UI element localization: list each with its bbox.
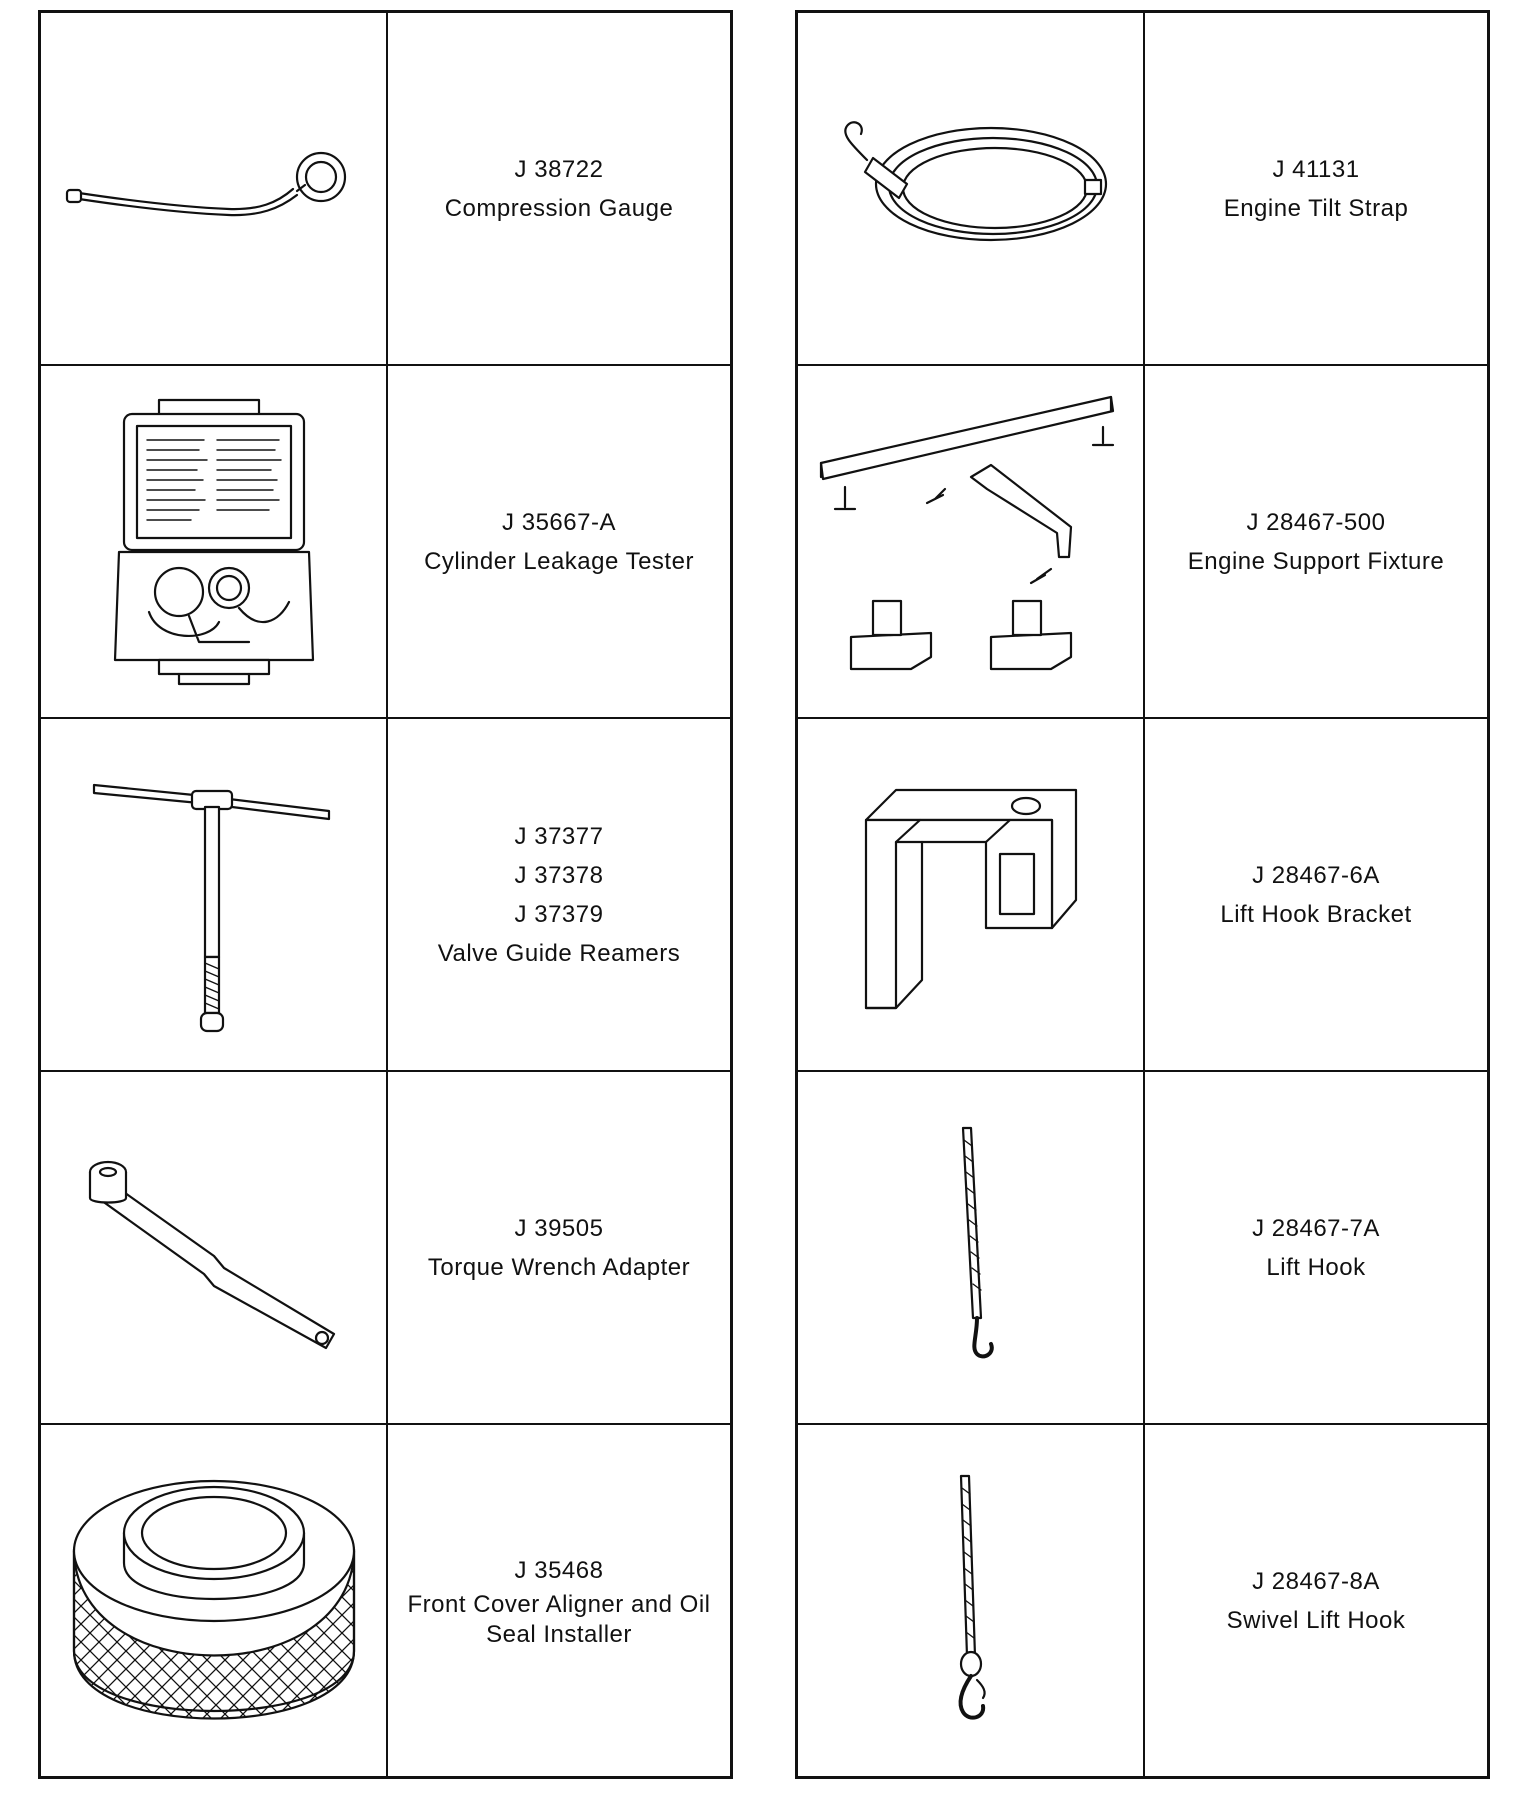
- tool-name: Swivel Lift Hook: [1226, 1606, 1406, 1634]
- tool-illustration-cell: [797, 718, 1145, 1071]
- tool-label-cell: [387, 718, 732, 1071]
- tool-part-number: J 37377: [514, 822, 604, 850]
- tool-row: [40, 1071, 732, 1424]
- tool-illustration-cell: [40, 1071, 388, 1424]
- tool-part-number: J 39505: [514, 1214, 604, 1242]
- tool-illustration-cell: [797, 1424, 1145, 1778]
- tool-row: [797, 718, 1489, 1071]
- lift-hook-bracket-icon: [826, 760, 1116, 1030]
- tool-part-number: J 37378: [514, 861, 604, 889]
- tool-name: Engine Tilt Strap: [1223, 194, 1409, 222]
- tool-illustration-cell: [797, 1071, 1145, 1424]
- tool-row: [40, 718, 732, 1071]
- tool-name: Torque Wrench Adapter: [427, 1253, 691, 1281]
- tool-illustration-cell: [797, 365, 1145, 718]
- tool-name: Valve Guide Reamers: [437, 939, 681, 967]
- tool-name: Engine Support Fixture: [1187, 547, 1445, 575]
- cylinder-leakage-tester-icon: [99, 392, 329, 692]
- front-cover-aligner-icon: [54, 1471, 374, 1731]
- tool-label-cell: [387, 1071, 732, 1424]
- tool-part-number: J 28467-7A: [1252, 1214, 1380, 1242]
- special-tools-table-left: [38, 10, 733, 1779]
- tool-illustration-cell: [797, 12, 1145, 366]
- tool-row: [797, 1071, 1489, 1424]
- tool-part-number: J 28467-8A: [1252, 1567, 1380, 1595]
- tool-label-cell: [1144, 1071, 1489, 1424]
- tool-name: Lift Hook Bracket: [1220, 900, 1412, 928]
- tool-label-cell: [387, 1424, 732, 1778]
- tool-row: [797, 365, 1489, 718]
- tool-row: [40, 1424, 732, 1778]
- tool-part-number: J 41131: [1272, 155, 1360, 183]
- tool-row: [40, 12, 732, 366]
- tool-label-cell: [387, 365, 732, 718]
- tool-row: [797, 12, 1489, 366]
- tool-illustration-cell: [40, 718, 388, 1071]
- tool-label-cell: [1144, 365, 1489, 718]
- tool-part-number: J 28467-500: [1246, 508, 1386, 536]
- tool-row: [797, 1424, 1489, 1778]
- valve-guide-reamer-icon: [74, 745, 354, 1045]
- tool-illustration-cell: [40, 365, 388, 718]
- tool-name-continued: Seal Installer: [486, 1621, 632, 1648]
- engine-tilt-strap-icon: [811, 104, 1131, 274]
- tool-label-cell: [1144, 12, 1489, 366]
- tool-part-number: J 37379: [514, 900, 604, 928]
- tool-part-number: J 38722: [514, 155, 604, 183]
- tool-label-cell: [387, 12, 732, 366]
- tool-label-cell: [1144, 718, 1489, 1071]
- tool-name: Cylinder Leakage Tester: [424, 547, 694, 575]
- engine-support-fixture-icon: [811, 387, 1131, 697]
- tool-name: Front Cover Aligner and Oil: [407, 1591, 711, 1618]
- tool-label-cell: [1144, 1424, 1489, 1778]
- torque-wrench-adapter-icon: [64, 1138, 364, 1358]
- tool-part-number: J 35468: [514, 1557, 604, 1584]
- lift-hook-icon: [931, 1118, 1011, 1378]
- special-tools-table-right: [795, 10, 1490, 1779]
- tool-part-number: J 35667-A: [502, 508, 616, 536]
- tool-name: Compression Gauge: [444, 194, 674, 222]
- swivel-lift-hook-icon: [931, 1466, 1011, 1736]
- tool-part-number: J 28467-6A: [1252, 861, 1380, 889]
- compression-gauge-icon: [59, 129, 369, 249]
- tool-illustration-cell: [40, 12, 388, 366]
- tool-illustration-cell: [40, 1424, 388, 1778]
- tool-row: [40, 365, 732, 718]
- tool-name: Lift Hook: [1266, 1253, 1366, 1281]
